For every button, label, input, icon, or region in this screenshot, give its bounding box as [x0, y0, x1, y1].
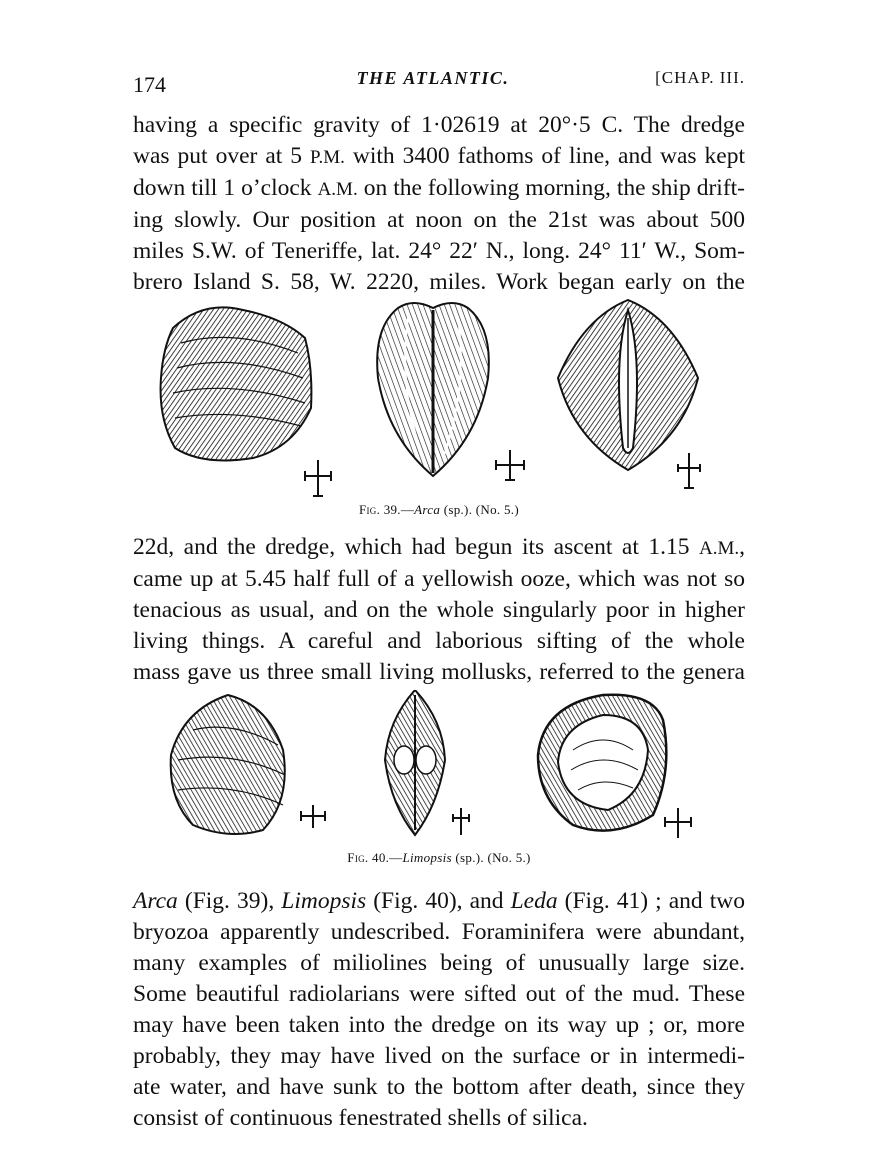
- text-line: probably, they may have lived on the surface or in intermedi-: [133, 1043, 745, 1069]
- text-line: came up at 5.45 half full of a yellowish ooze, which was not so: [133, 566, 745, 592]
- genus-name: Limopsis: [281, 888, 367, 914]
- text-line: down till 1 o’clock A.M. on the following morning, the ship drift-: [133, 175, 745, 201]
- time-abbrev: A.M.: [317, 179, 358, 200]
- limopsis-shell-side-view: [171, 695, 285, 834]
- scale-cross-icon: [665, 808, 691, 838]
- paragraph-2: [133, 532, 745, 688]
- figure-40-illustration: [133, 690, 745, 842]
- limopsis-shell-edge-view: [385, 690, 445, 835]
- running-head: [133, 66, 745, 96]
- text-line: mass gave us three small living mollusks, referred to the genera: [133, 659, 745, 685]
- text-line: living things. A careful and laborious sifting of the whole: [133, 628, 745, 654]
- text-line: Arca (Fig. 39), Limopsis (Fig. 40), and Leda (Fig. 41) ; and two: [133, 888, 745, 914]
- scale-cross-icon: [496, 450, 524, 480]
- text-line: tenacious as usual, and on the whole singularly poor in higher: [133, 597, 745, 623]
- figure-40-caption: Fig. 40.—Limopsis (sp.). (No. 5.): [347, 850, 531, 865]
- text-line: miles S.W. of Teneriffe, lat. 24° 22′ N., long. 24° 11′ W., Som-: [133, 238, 745, 264]
- paragraph-3: [133, 886, 745, 1134]
- running-title: THE ATLANTIC.: [356, 68, 510, 88]
- limopsis-shell-interior-view: [538, 695, 666, 831]
- text-line: may have been taken into the dredge on its way up ; or, more: [133, 1012, 745, 1038]
- text-line: bryozoa apparently undescribed. Foraminifera were abundant,: [133, 919, 745, 945]
- genus-name: Leda: [510, 888, 558, 914]
- chapter-label: [CHAP. III.: [655, 68, 745, 87]
- text-line: brero Island S. 58, W. 2220, miles. Work began early on the: [133, 269, 745, 295]
- scale-cross-icon: [678, 453, 700, 488]
- scale-cross-icon: [301, 805, 325, 828]
- arca-shell-hinge-view: [558, 300, 698, 470]
- text-line: having a specific gravity of 1·02619 at 20°·5 C. The dredge: [133, 112, 745, 138]
- time-abbrev: A.M.: [699, 538, 740, 559]
- scale-cross-icon: [305, 460, 331, 496]
- genus-name: Arca: [133, 888, 178, 914]
- figure-39-illustration: [133, 298, 745, 498]
- figure-39: [133, 298, 745, 518]
- text-line: Some beautiful radiolarians were sifted out of the mud. These: [133, 981, 745, 1007]
- figure-40: [133, 690, 745, 870]
- paragraph-1: [133, 110, 745, 298]
- text-line: many examples of miliolines being of unusually large size.: [133, 950, 745, 976]
- text-line: ing slowly. Our position at noon on the 21st was about 500: [133, 207, 745, 233]
- scale-cross-icon: [453, 808, 469, 835]
- text-line: was put over at 5 P.M. with 3400 fathoms of line, and was kept: [133, 143, 745, 169]
- time-abbrev: P.M.: [310, 147, 345, 168]
- arca-shell-front-view: [377, 303, 489, 476]
- figure-39-caption: Fig. 39.—Arca (sp.). (No. 5.): [358, 502, 519, 517]
- text-line: 22d, and the dredge, which had begun its ascent at 1.15 A.M.,: [133, 534, 745, 560]
- arca-shell-side-view: [161, 307, 312, 460]
- text-line: ate water, and have sunk to the bottom after death, since they: [133, 1074, 745, 1100]
- page-number: 174: [133, 72, 166, 97]
- text-line: consist of continuous fenestrated shells of silica.: [133, 1105, 588, 1131]
